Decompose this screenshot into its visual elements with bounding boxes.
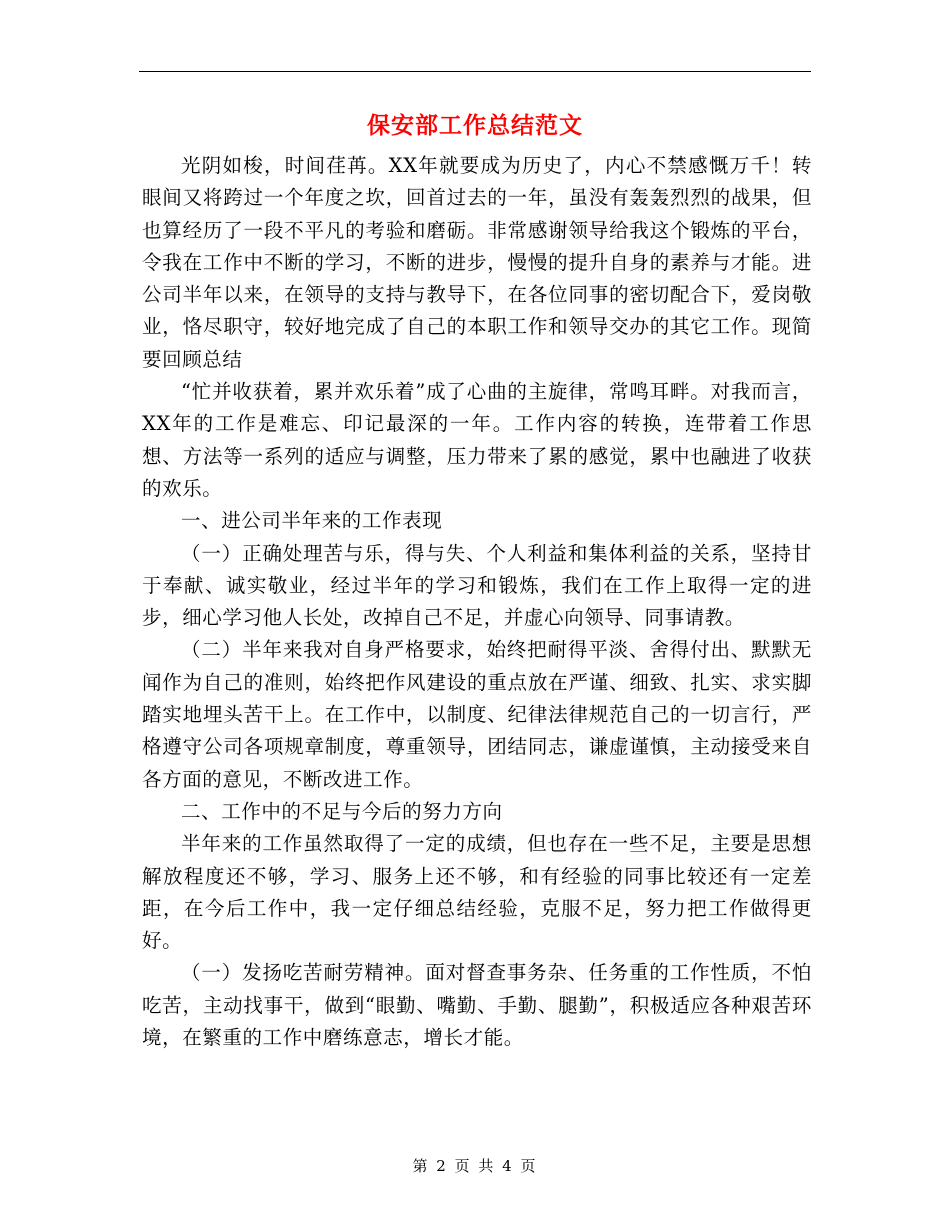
paragraph-1-1: （一）正确处理苦与乐，得与失、个人利益和集体利益的关系，坚持甘于奉献、诚实敬业，经过半年的学习和锻炼，我们在工作上取得一定的进步，细心学习他人长处，改掉自己不足，并虚心向领导、同事请教。 (142, 541, 812, 630)
document-title: 保安部工作总结范文 (367, 112, 583, 139)
paragraph-1-2: （二）半年来我对自身严格要求，始终把耐得平淡、舍得付出、默默无闻作为自己的准则，始终把作风建设的重点放在严谨、细致、扎实、求实脚踏实地埋头苦干上。在工作中，以制度、纪律法律规范自己的一切言行，严格遵守公司各项规章制度，尊重领导，团结同志，谦虚谨慎，主动接受来自各方面的意见，不断改进工作。 (142, 638, 812, 791)
page-number: 第 2 页 共 4 页 (412, 1157, 538, 1175)
paragraph-2-1: （一）发扬吃苦耐劳精神。面对督查事务杂、任务重的工作性质，不怕吃苦，主动找事干，做到“眼勤、嘴勤、手勤、腿勤”，积极适应各种艰苦环境，在繁重的工作中磨练意志，增长才能。 (142, 961, 812, 1050)
paragraph-2-intro: 半年来的工作虽然取得了一定的成绩，但也存在一些不足，主要是思想解放程度还不够，学习、服务上还不够，和有经验的同事比较还有一定差距，在今后工作中，我一定仔细总结经验，克服不足，努力把工作做得更好。 (142, 832, 812, 953)
section-heading-2: 二、工作中的不足与今后的努力方向 (181, 799, 503, 823)
paragraph-motto: “忙并收获着，累并欢乐着”成了心曲的主旋律，常鸣耳畔。对我而言，XX年的工作是难忘、印记最深的一年。工作内容的转换，连带着工作思想、方法等一系列的适应与调整，压力带来了累的感觉，累中也融进了收获的欢乐。 (142, 380, 812, 500)
header-rule (139, 71, 811, 72)
document-body (142, 150, 812, 1054)
paragraph-intro: 光阴如梭，时间荏苒。XX年就要成为历史了，内心不禁感慨万千！转眼间又将跨过一个年度之坎，回首过去的一年，虽没有轰轰烈烈的战果，但也算经历了一段不平凡的考验和磨砺。非常感谢领导给我这个锻炼的平台，令我在工作中不断的学习，不断的进步，慢慢的提升自身的素养与才能。进公司半年以来，在领导的支持与教导下，在各位同事的密切配合下，爱岗敬业，恪尽职守，较好地完成了自己的本职工作和领导交办的其它工作。现简要回顾总结 (142, 154, 812, 371)
section-heading-1: 一、进公司半年来的工作表现 (181, 509, 443, 533)
